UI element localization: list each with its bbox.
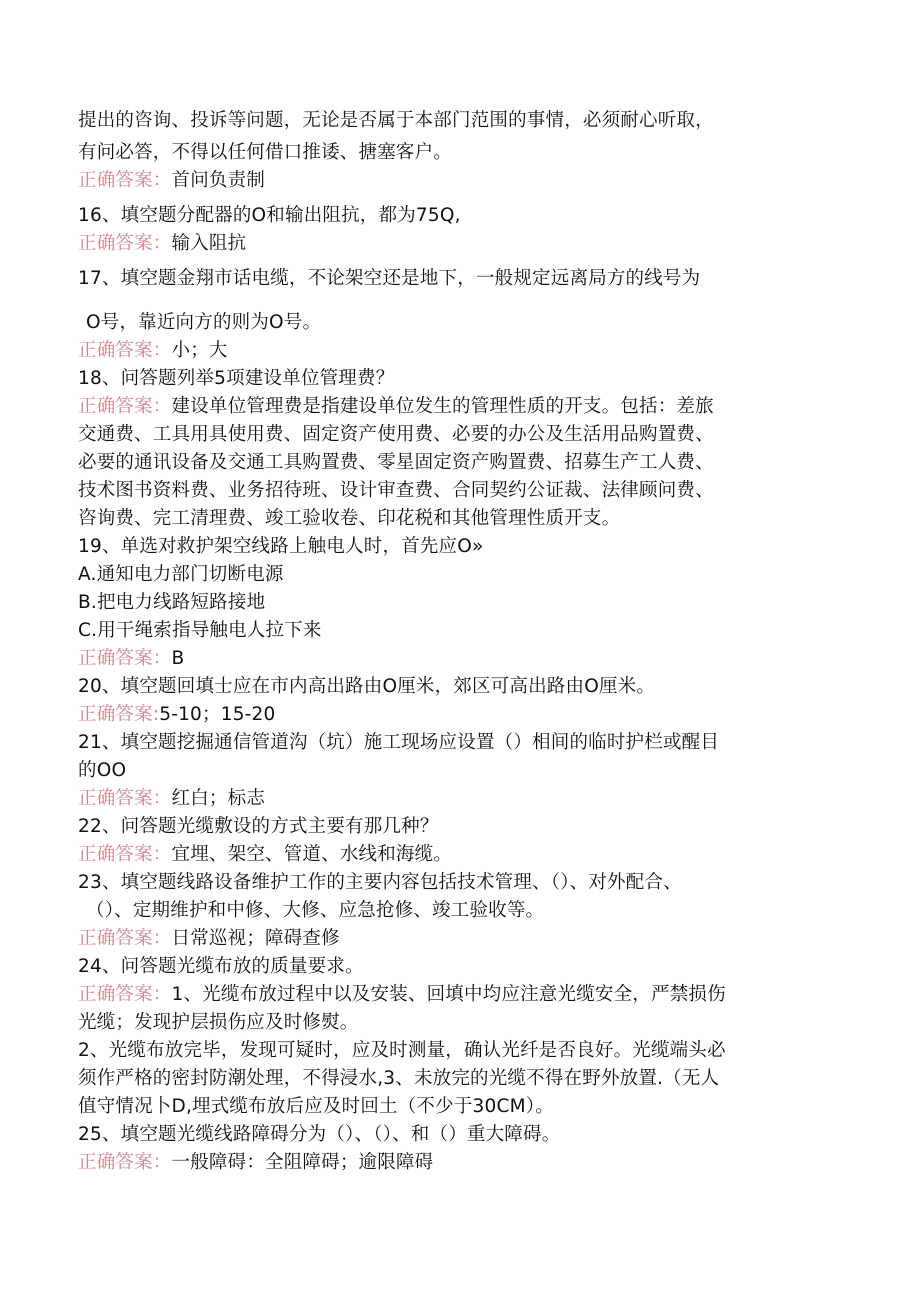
answer-q18-line-4: 技术图书资料费、业务招待班、设计审查费、合同契约公证裁、法律顾问费、 — [78, 480, 714, 501]
question-17-line-2: O号，靠近向方的则为O号。 — [86, 312, 322, 333]
answer-label: 正确答案： — [78, 788, 172, 809]
question-23-line-2: （）、定期维护和中修、大修、应急抢修、竣工验收等。 — [86, 900, 545, 921]
question-16: 16、填空题分配器的O和输出阻抗，都为75Q, — [78, 205, 461, 226]
answer-text: 1、光缆布放过程中以及安装、回填中均应注意光缆安全，严禁损伤 — [171, 984, 726, 1005]
question-22: 22、问答题光缆敷设的方式主要有那几种？ — [78, 816, 439, 837]
answer-q15 — [78, 168, 265, 194]
answer-q16 — [78, 231, 246, 257]
answer-q24-line-5: 值守情况卜D,埋式缆布放后应及时回土（不少于30CM）。 — [78, 1096, 554, 1117]
question-18: 18、问答题列举5项建设单位管理费？ — [78, 368, 395, 389]
answer-text: 小；大 — [171, 340, 228, 361]
answer-text: 5-10；15-20 — [159, 704, 276, 725]
option-a: A.通知电力部门切断电源 — [78, 564, 284, 585]
answer-text: 日常巡视；障碍查修 — [171, 928, 340, 949]
answer-q19 — [78, 646, 184, 672]
intro-line-2: 有问必答，不得以任何借口推诿、搪塞客户。 — [78, 142, 453, 163]
question-21: 21、填空题挖掘通信管道沟（坑）施工现场应设置（）相间的临时护栏或醒目 — [78, 732, 720, 753]
question-23: 23、填空题线路设备维护工作的主要内容包括技术管理、（）、对外配合、 — [78, 872, 682, 893]
answer-label: 正确答案： — [78, 340, 172, 361]
answer-q22 — [78, 842, 452, 868]
answer-q24-line-3: 2、光缆布放完毕，发现可疑时，应及时测量，确认光纤是否良好。光缆端头必 — [78, 1040, 726, 1061]
answer-text: 宜埋、架空、管道、水线和海缆。 — [171, 844, 453, 865]
answer-text: 首问负责制 — [171, 170, 266, 191]
answer-q24-line-2: 光缆；发现护层损伤应及时修熨。 — [78, 1012, 359, 1033]
answer-q18-line-5: 咨询费、完工清理费、竣工验收卷、印花税和其他管理性质开支。 — [78, 508, 621, 529]
answer-label: 正确答案： — [78, 1152, 172, 1173]
answer-label: 正确答案： — [78, 396, 172, 417]
question-19: 19、单选对救护架空线路上触电人时，首先应O» — [78, 536, 484, 557]
answer-q23 — [78, 926, 340, 952]
answer-q24 — [78, 982, 726, 1008]
answer-text: B — [171, 648, 185, 669]
answer-text: 输入阻抗 — [171, 233, 247, 254]
question-20: 20、填空题回填士应在市内高出路由O厘米，郊区可高出路由O厘米。 — [78, 676, 656, 697]
question-24: 24、问答题光缆布放的质量要求。 — [78, 956, 364, 977]
answer-q18-line-2: 交通费、工具用具使用费、固定资产使用费、必要的办公及生活用品购置费、 — [78, 424, 714, 445]
answer-label: 正确答案: — [78, 704, 160, 725]
answer-q18-line-3: 必要的通讯设备及交通工具购置费、零星固定资产购置费、招募生产工人费、 — [78, 452, 714, 473]
answer-q17 — [78, 338, 228, 364]
question-21-line-2: 的OO — [78, 760, 127, 781]
answer-q18 — [78, 394, 714, 420]
question-17: 17、填空题金翔市话电缆，不论架空还是地下，一般规定远离局方的线号为 — [78, 268, 701, 289]
question-25: 25、填空题光缆线路障碍分为（）、（）、和（）重大障碍。 — [78, 1124, 561, 1145]
answer-text: 建设单位管理费是指建设单位发生的管理性质的开支。包括：差旅 — [171, 396, 714, 417]
answer-label: 正确答案： — [78, 233, 172, 254]
option-b: B.把电力线路短路接地 — [78, 592, 266, 613]
intro-line-1: 提出的咨询、投诉等问题，无论是否属于本部门范围的事情，必须耐心听取， — [78, 110, 714, 131]
answer-q21 — [78, 786, 265, 812]
answer-label: 正确答案： — [78, 928, 172, 949]
answer-label: 正确答案： — [78, 844, 172, 865]
answer-text: 一般障碍：全阻障碍；逾限障碍 — [171, 1152, 434, 1173]
answer-label: 正确答案： — [78, 984, 172, 1005]
answer-label: 正确答案： — [78, 170, 172, 191]
option-c: C.用干绳索指导触电人拉下来 — [78, 620, 322, 641]
answer-q24-line-4: 须作严格的密封防潮处理，不得浸水,3、未放完的光缆不得在野外放置.（无人 — [78, 1068, 720, 1089]
answer-label: 正确答案： — [78, 648, 172, 669]
answer-q20 — [78, 702, 275, 728]
answer-q25 — [78, 1150, 433, 1176]
answer-text: 红白；标志 — [171, 788, 266, 809]
